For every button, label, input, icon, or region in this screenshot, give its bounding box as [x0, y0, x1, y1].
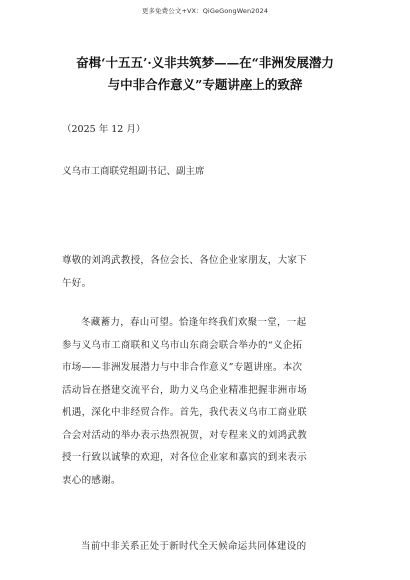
- document-title: [40, 52, 370, 96]
- header-note: 更多免费公文+VX：QiGeGongWen2024: [141, 7, 269, 15]
- paragraph-line: 午好。: [62, 277, 92, 289]
- paragraph-line: 尊敬的刘鸿武教授，各位会长、各位企业家朋友，大家下: [62, 255, 308, 266]
- author-title: 义乌市工商联党组副书记、副主席: [62, 166, 205, 177]
- paragraph-greeting: [62, 250, 348, 295]
- paragraph-line: 活动旨在搭建交流平台，助力义乌企业精准把握非洲市场: [62, 384, 308, 396]
- paragraph-line: 衷心的感谢。: [62, 474, 121, 486]
- paragraph-line: 当前中非关系正处于新时代全天候命运共同体建设的: [81, 541, 307, 552]
- paragraph-line: 冬藏蓄力，春山可望。恰逢年终我们欢聚一堂，一起: [81, 317, 307, 328]
- paragraph-line: 合会对活动的举办表示热烈祝贺，对专程来义的刘鸿武教: [62, 429, 308, 441]
- title-line-2: 与中非合作意义”专题讲座上的致辞: [107, 77, 303, 92]
- title-line-1: 奋楫‘十五五’·义非共筑梦——在“非洲发展潜力: [76, 55, 334, 70]
- paragraph-context: [62, 536, 348, 559]
- paragraph-line: 市场——非洲发展潜力与中非合作意义”专题讲座。本次: [62, 362, 303, 373]
- paragraph-line: 授一行致以诚挚的欢迎，对各位企业家和嘉宾的到来表示: [62, 452, 308, 463]
- paragraph-line: 机遇，深化中非经贸合作。首先，我代表义乌市工商业联: [62, 407, 308, 418]
- document-date: （2025 年 12 月）: [62, 124, 146, 135]
- paragraph-opening: [62, 312, 348, 492]
- paragraph-line: 参与义乌市工商联和义乌市山东商会联合举办的“义企拓: [62, 339, 303, 351]
